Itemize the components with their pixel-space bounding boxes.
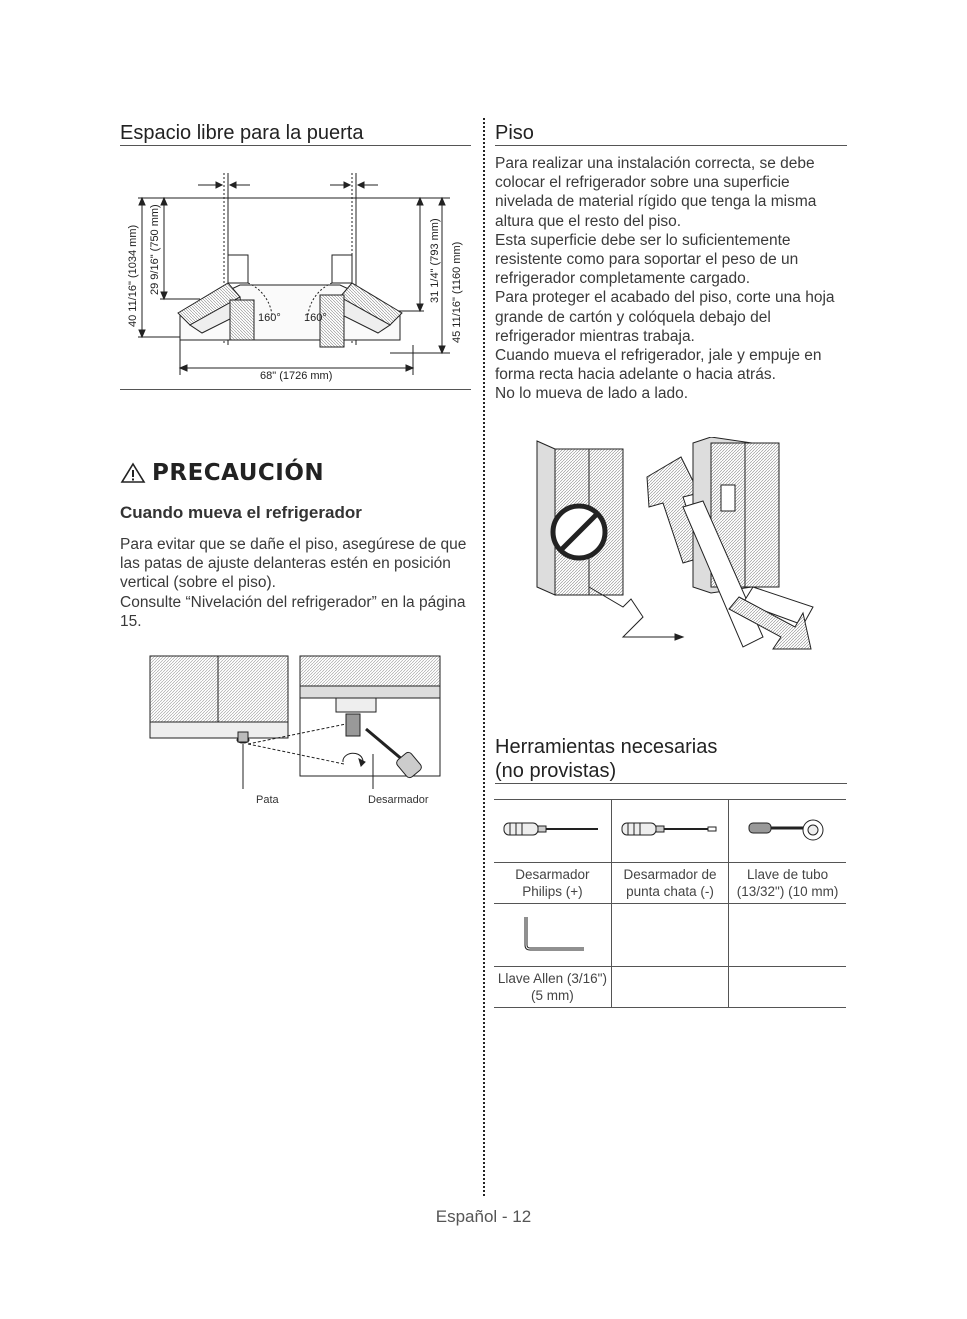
- phillips-screwdriver-icon: [502, 819, 602, 839]
- floor-paragraph: Esta superficie debe ser lo suficientemente resistente como para soportar el peso de un refrigerador completamente cargado.: [495, 231, 799, 288]
- tool-cell-empty: [729, 967, 846, 1008]
- caution-subtitle: Cuando mueva el refrigerador: [120, 503, 362, 522]
- leg-label: Pata: [256, 794, 279, 806]
- floor-paragraph: No lo mueva de lado a lado.: [495, 385, 689, 403]
- column-divider: [483, 118, 485, 1196]
- caution-paragraph: Consulte “Nivelación del refrigerador” en la página 15.: [120, 593, 466, 630]
- dim-right-inner: 31 1/4" (793 mm): [429, 218, 441, 303]
- leveling-leg-illustration: [148, 654, 444, 789]
- tools-heading-line2: (no provistas): [495, 760, 617, 782]
- tools-heading-line1: Herramientas necesarias: [495, 736, 718, 758]
- tool-label: Desarmador de punta chata (-): [611, 863, 728, 904]
- tool-cell-empty: [611, 904, 728, 967]
- tool-cell: [494, 904, 611, 967]
- tool-label: Desarmador Philips (+): [494, 863, 611, 904]
- allen-key-icon: [512, 913, 592, 953]
- tool-cell-empty: [729, 904, 846, 967]
- moving-fridge-illustration: [533, 437, 818, 652]
- door-clearance-diagram: [120, 165, 470, 390]
- floor-heading: Piso: [495, 122, 534, 144]
- dim-left-outer: 40 11/16" (1034 mm): [127, 224, 139, 327]
- tool-cell: [729, 800, 846, 863]
- tool-label: Llave de tubo (13/32") (10 mm): [729, 863, 846, 904]
- tool-label: Llave Allen (3/16") (5 mm): [494, 967, 611, 1008]
- warning-triangle-icon: [120, 462, 146, 484]
- tools-heading: [495, 735, 717, 783]
- clearance-heading: Espacio libre para la puerta: [120, 122, 364, 144]
- dim-left-inner: 29 9/16" (750 mm): [149, 204, 161, 295]
- caution-heading: [120, 460, 324, 486]
- floor-paragraph: Cuando mueva el refrigerador, jale y empuje en forma recta hacia adelante o hacia atrás.: [495, 347, 822, 384]
- tool-cell: [494, 800, 611, 863]
- floor-paragraph: Para realizar una instalación correcta, se debe colocar el refrigerador sobre una superficie nivelada de material rígido que tenga la misma altura que el resto del piso.: [495, 155, 817, 230]
- screwdriver-label: Desarmador: [368, 794, 429, 806]
- dim-right-outer: 45 11/16" (1160 mm): [451, 241, 463, 343]
- dim-angle-left: 160°: [258, 312, 281, 324]
- dim-angle-right: 160°: [304, 312, 327, 324]
- tool-cell: [611, 800, 728, 863]
- caution-title: PRECAUCIÓN: [152, 460, 325, 486]
- caution-paragraph: Para evitar que se dañe el piso, asegúrese de que las patas de ajuste delanteras estén en posición vertical (sobre el piso).: [120, 536, 467, 592]
- clearance-diagram-rule: [120, 389, 471, 390]
- socket-wrench-icon: [743, 814, 833, 844]
- floor-text: [495, 154, 845, 404]
- clearance-heading-rule: [120, 145, 471, 146]
- tool-cell-empty: [611, 967, 728, 1008]
- tools-heading-rule: [495, 783, 847, 784]
- tools-table: [494, 799, 846, 1008]
- floor-heading-rule: [495, 145, 847, 146]
- dim-width: 68" (1726 mm): [260, 370, 333, 382]
- flathead-screwdriver-icon: [620, 819, 720, 839]
- caution-text: [120, 535, 470, 631]
- floor-paragraph: Para proteger el acabado del piso, corte una hoja grande de cartón y colóquela debajo del refrigerador mientras trabaja.: [495, 289, 835, 345]
- page-number: Español - 12: [435, 1207, 532, 1226]
